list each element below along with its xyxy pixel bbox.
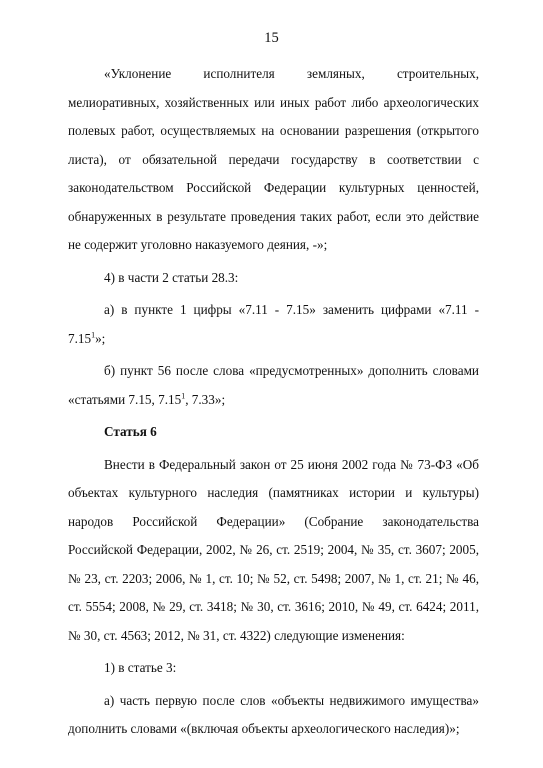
document-body: [68, 60, 479, 744]
paragraph-federal-law: Внести в Федеральный закон от 25 июня 2002 года № 73-ФЗ «Об объектах культурного наследия (памятниках истории и культуры) народов Российской Федерации» (Собрание законодательства Российской Федерации, 2002, № 26, ст. 2519; 2004, № 35, ст. 3607; 2005, № 23, ст. 2203; 2006, № 1, ст. 10; № 52, ст. 5498; 2007, № 1, ст. 21; № 46, ст. 5554; 2008, № 29, ст. 3418; № 30, ст. 3616; 2010, № 49, ст. 6424; 2011, № 30, ст. 4563; 2012, № 31, ст. 4322) следующие изменения:: [68, 456, 479, 643]
paragraph-item-b-end: , 7.33»;: [185, 391, 226, 407]
superscript-1: 1: [91, 330, 96, 340]
paragraph-item-4: 4) в части 2 статьи 28.3:: [104, 269, 239, 285]
paragraph-item-b: [68, 357, 479, 414]
paragraph-item-1a: а) часть первую после слов «объекты недвижимого имущества» дополнить словами «(включая объекты археологического наследия)»;: [68, 692, 479, 736]
paragraph-item-a: [68, 296, 479, 353]
article-heading: Статья 6: [104, 424, 157, 439]
page-number: 15: [264, 30, 279, 46]
paragraph-item-b-text: б) пункт 56 после слова «предусмотренных» дополнить словами «статьями 7.15, 7.15: [68, 363, 479, 407]
superscript-1: 1: [181, 391, 186, 401]
paragraph-evasion-definition: «Уклонение исполнителя земляных, строительных, мелиоративных, хозяйственных или иных работ либо археологических полевых работ, осуществляемых на основании разрешения (открытого листа), от обязательной передачи государству в соответствии с законодательством Российской Федерации культурных ценностей, обнаруженных в результате проведения таких работ, если это действие не содержит уголовно наказуемого деяния, -»;: [68, 66, 479, 252]
paragraph-item-a-end: »;: [95, 330, 106, 346]
paragraph-item-1: 1) в статье 3:: [104, 660, 177, 675]
paragraph-item-a-text: а) в пункте 1 цифры «7.11 - 7.15» заменить цифрами «7.11 - 7.15: [68, 302, 479, 346]
